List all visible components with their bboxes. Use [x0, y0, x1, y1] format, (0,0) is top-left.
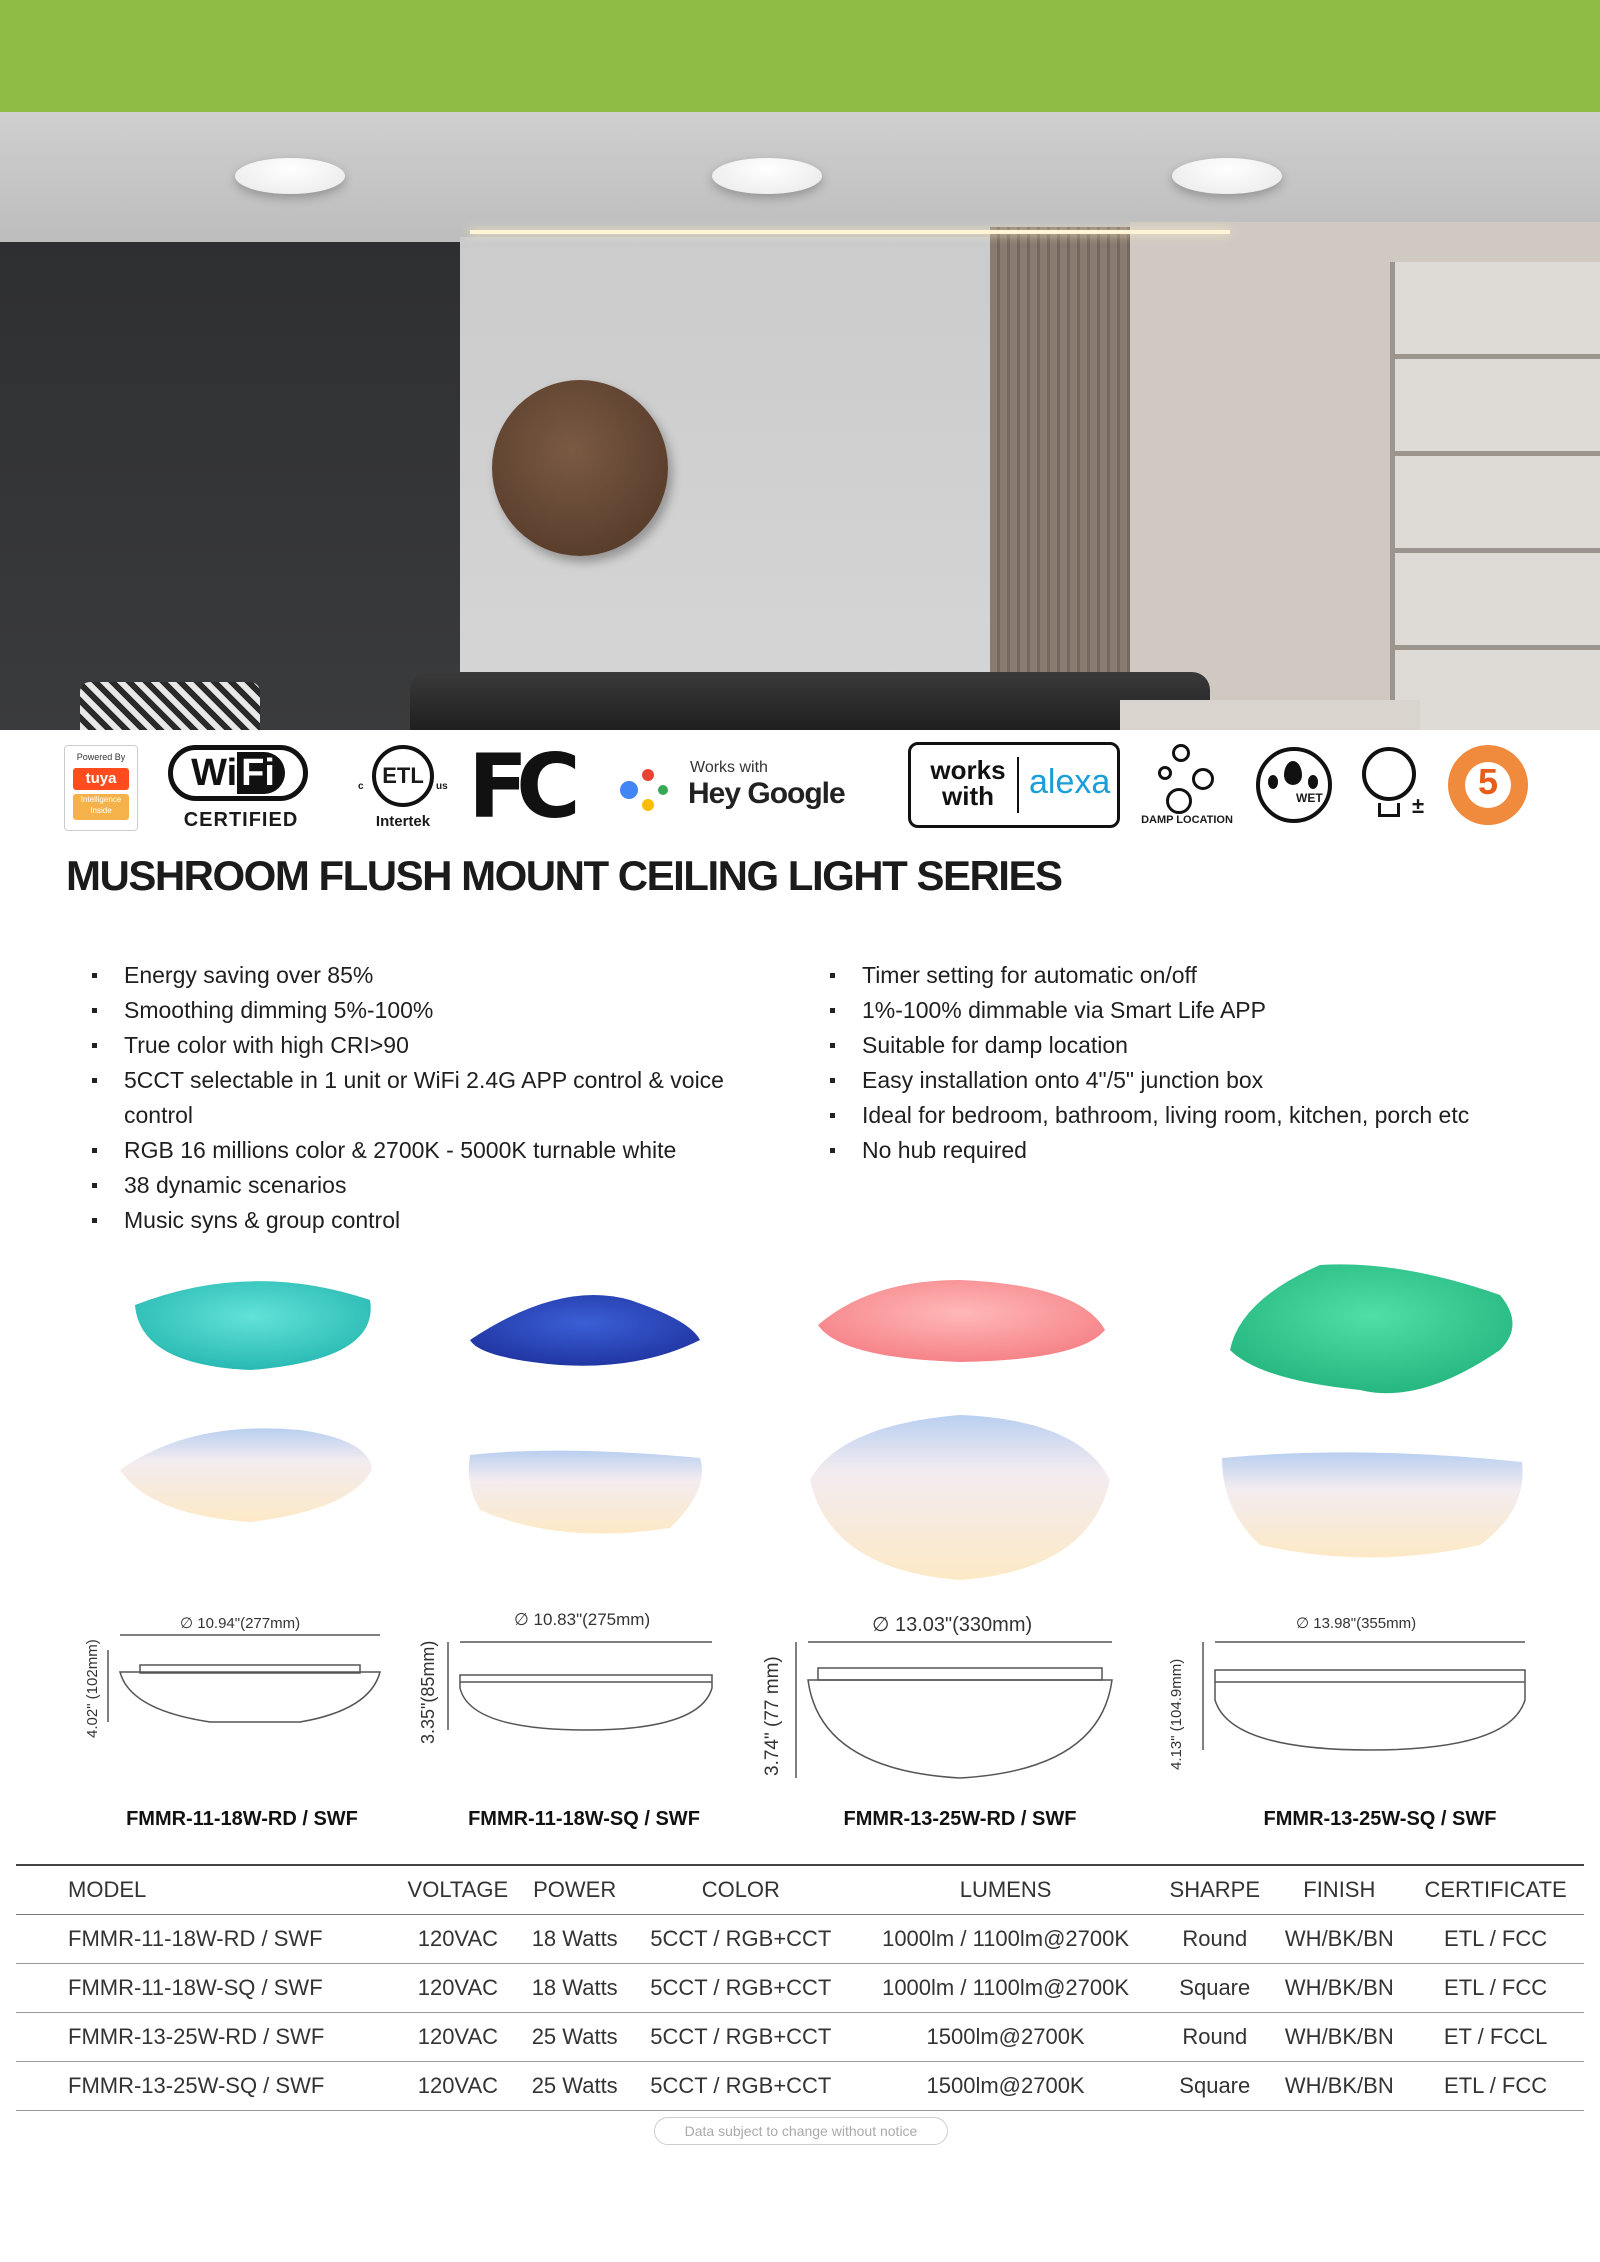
table-cell: 120VAC — [395, 2062, 521, 2111]
feature-left-item: 38 dynamic scenarios — [80, 1168, 780, 1203]
damp-location-label: DAMP LOCATION — [1141, 814, 1233, 826]
product-4-name: FMMR-13-25W-SQ / SWF — [1263, 1808, 1497, 1830]
wet-location-logo — [1254, 745, 1334, 825]
table-cell: Square — [1158, 2062, 1271, 2111]
product-1-name: FMMR-11-18W-RD / SWF — [126, 1808, 358, 1830]
feature-left-item: 5CCT selectable in 1 unit or WiFi 2.4G APP control & voice control — [80, 1063, 780, 1133]
lamp-base-outline — [818, 1668, 1102, 1680]
wet-ring-icon — [1256, 747, 1332, 823]
etl-mark-icon: ETL — [372, 745, 434, 807]
etl-intertek: Intertek — [375, 813, 431, 830]
dimmable-logo — [1352, 745, 1432, 825]
product-2-height: 3.35"(85mm) — [418, 1640, 438, 1744]
google-works-with: Works with — [690, 759, 768, 776]
table-cell: 25 Watts — [521, 2013, 629, 2062]
table-cell: ETL / FCC — [1407, 2062, 1584, 2111]
lamp-round-pink — [818, 1280, 1105, 1362]
feature-left-item: True color with high CRI>90 — [80, 1028, 780, 1063]
google-dot-icon — [642, 769, 654, 781]
table-cell: 1000lm / 1100lm@2700K — [853, 1964, 1158, 2013]
table-row — [16, 2013, 1584, 2062]
hero-chair — [80, 682, 260, 730]
product-4-diameter: ∅ 13.98"(355mm) — [1296, 1615, 1417, 1632]
hero-sofa — [410, 672, 1210, 730]
product-1-diameter: ∅ 10.94"(277mm) — [180, 1615, 301, 1632]
hero-photo — [0, 112, 1600, 730]
product-photos — [0, 1240, 1600, 1600]
plus-minus-icon: ± — [1412, 793, 1425, 818]
wifi-wi: Wi — [191, 752, 238, 794]
table-cell: 120VAC — [395, 1915, 521, 1964]
hero-ceiling-lamp — [712, 158, 822, 194]
warranty-years: 5 — [1477, 761, 1499, 802]
features-left — [80, 958, 780, 1238]
table-cell: WH/BK/BN — [1271, 2013, 1407, 2062]
feature-right-item: No hub required — [818, 1133, 1518, 1168]
table-header-cell: LUMENS — [853, 1865, 1158, 1915]
table-cell: FMMR-13-25W-SQ / SWF — [16, 2062, 395, 2111]
water-drop-icon — [1308, 775, 1318, 789]
table-row — [16, 2062, 1584, 2111]
feature-right-item: 1%-100% dimmable via Smart Life APP — [818, 993, 1518, 1028]
lamp-outline — [120, 1672, 380, 1722]
header-bar — [0, 0, 1600, 112]
table-cell: Round — [1158, 2013, 1271, 2062]
lamp-round-large-white — [810, 1415, 1110, 1580]
product-1-height: 4.02" (102mm) — [84, 1639, 101, 1738]
etl-c: c — [358, 781, 364, 792]
table-cell: Square — [1158, 1964, 1271, 2013]
table-cell: 25 Watts — [521, 2062, 629, 2111]
table-header-cell: CERTIFICATE — [1407, 1865, 1584, 1915]
product-3-diameter: ∅ 13.03"(330mm) — [872, 1614, 1033, 1636]
alexa-works-with: works with — [930, 755, 1006, 811]
page-title: MUSHROOM FLUSH MOUNT CEILING LIGHT SERIES — [66, 852, 1062, 899]
table-cell: ET / FCCL — [1407, 2013, 1584, 2062]
tuya-inside: Intelligence Inside — [73, 794, 129, 820]
google-dot-icon — [620, 781, 638, 799]
feature-left-item: Music syns & group control — [80, 1203, 780, 1238]
lamp-round-teal — [135, 1281, 371, 1370]
wet-label: WET — [1296, 791, 1323, 805]
feature-right-item: Easy installation onto 4"/5" junction box — [818, 1063, 1518, 1098]
lamp-square-green — [1230, 1264, 1513, 1393]
lamp-square-white — [469, 1451, 702, 1534]
table-cell: FMMR-13-25W-RD / SWF — [16, 2013, 395, 2062]
wifi-certified-label: CERTIFIED — [183, 809, 299, 831]
hey-google-logo — [618, 755, 858, 821]
feature-right-item: Suitable for damp location — [818, 1028, 1518, 1063]
table-row — [16, 1915, 1584, 1964]
table-cell: 1000lm / 1100lm@2700K — [853, 1915, 1158, 1964]
hero-light-strip — [470, 230, 1230, 234]
table-header-cell: SHARPE — [1158, 1865, 1271, 1915]
lamp-round-white — [120, 1428, 372, 1522]
alexa-divider — [1017, 757, 1019, 813]
product-3-name: FMMR-13-25W-RD / SWF — [843, 1808, 1077, 1830]
tuya-powered-by: Powered By — [76, 752, 126, 762]
hero-round-mirror — [492, 380, 668, 556]
wifi-icon — [168, 745, 308, 801]
table-cell: WH/BK/BN — [1271, 1915, 1407, 1964]
table-cell: ETL / FCC — [1407, 1915, 1584, 1964]
bubble-icon — [1172, 744, 1190, 762]
hero-ceiling-lamp — [235, 158, 345, 194]
table-header-cell: POWER — [521, 1865, 629, 1915]
alexa-brand: alexa — [1029, 763, 1111, 801]
table-cell: WH/BK/BN — [1271, 1964, 1407, 2013]
table-cell: FMMR-11-18W-RD / SWF — [16, 1915, 395, 1964]
google-dot-icon — [642, 799, 654, 811]
features-right — [818, 958, 1518, 1168]
table-cell: 120VAC — [395, 2013, 521, 2062]
table-cell: 1500lm@2700K — [853, 2013, 1158, 2062]
feature-left-item: RGB 16 millions color & 2700K - 5000K turnable white — [80, 1133, 780, 1168]
table-cell: 18 Watts — [521, 1915, 629, 1964]
feature-left-item: Energy saving over 85% — [80, 958, 780, 993]
table-header-row — [16, 1865, 1584, 1915]
water-drop-icon — [1284, 761, 1302, 785]
table-cell: 5CCT / RGB+CCT — [629, 1964, 853, 2013]
lamp-outline — [808, 1680, 1112, 1778]
bubble-icon — [1192, 768, 1214, 790]
bubble-icon — [1166, 788, 1192, 814]
spec-table — [16, 1864, 1584, 2111]
tuya-brand: tuya — [73, 768, 129, 790]
hero-wall-left — [0, 242, 460, 730]
table-header-cell: COLOR — [629, 1865, 853, 1915]
table-cell: 18 Watts — [521, 1964, 629, 2013]
table-cell: WH/BK/BN — [1271, 2062, 1407, 2111]
fcc-logo: FC — [468, 735, 569, 838]
product-2-diameter: ∅ 10.83"(275mm) — [514, 1610, 651, 1629]
etl-us: us — [436, 781, 448, 792]
wifi-fi: Fi — [237, 752, 285, 794]
table-header-cell: FINISH — [1271, 1865, 1407, 1915]
tuya-logo — [64, 745, 138, 831]
etl-logo — [358, 745, 448, 833]
bubble-icon — [1158, 766, 1172, 780]
table-cell: ETL / FCC — [1407, 1964, 1584, 2013]
google-hey-google: Hey Google — [688, 777, 845, 810]
warranty-badge — [1448, 745, 1528, 825]
google-dot-icon — [658, 785, 668, 795]
hero-shelf — [1390, 262, 1600, 730]
lamp-outline — [460, 1675, 712, 1730]
table-cell: 120VAC — [395, 1964, 521, 2013]
hero-ceiling-lamp — [1172, 158, 1282, 194]
lamp-square-large-white — [1222, 1452, 1523, 1557]
table-cell: 5CCT / RGB+CCT — [629, 2013, 853, 2062]
feature-right-item: Timer setting for automatic on/off — [818, 958, 1518, 993]
feature-left-item: Smoothing dimming 5%-100% — [80, 993, 780, 1028]
table-header-cell: MODEL — [16, 1865, 395, 1915]
alexa-logo — [908, 742, 1120, 828]
table-cell: FMMR-11-18W-SQ / SWF — [16, 1964, 395, 2013]
water-drop-icon — [1268, 775, 1278, 789]
hero-wood-panel — [990, 227, 1130, 730]
wifi-certified-logo — [166, 745, 318, 833]
feature-right-item: Ideal for bedroom, bathroom, living room, kitchen, porch etc — [818, 1098, 1518, 1133]
bulb-base-icon — [1378, 803, 1400, 817]
table-header-cell: VOLTAGE — [395, 1865, 521, 1915]
table-row — [16, 1964, 1584, 2013]
product-3-height: 3.74" (77 mm) — [762, 1656, 783, 1776]
table-cell: 5CCT / RGB+CCT — [629, 2062, 853, 2111]
footnote: Data subject to change without notice — [654, 2117, 948, 2145]
product-2-name: FMMR-11-18W-SQ / SWF — [468, 1808, 700, 1830]
lamp-square-blue — [470, 1295, 700, 1366]
table-cell: 5CCT / RGB+CCT — [629, 1915, 853, 1964]
product-4-height: 4.13" (104.9mm) — [1168, 1658, 1185, 1770]
damp-location-logo — [1138, 742, 1236, 832]
hero-table — [1120, 700, 1420, 730]
table-cell: 1500lm@2700K — [853, 2062, 1158, 2111]
table-cell: Round — [1158, 1915, 1271, 1964]
bulb-icon — [1362, 747, 1416, 801]
